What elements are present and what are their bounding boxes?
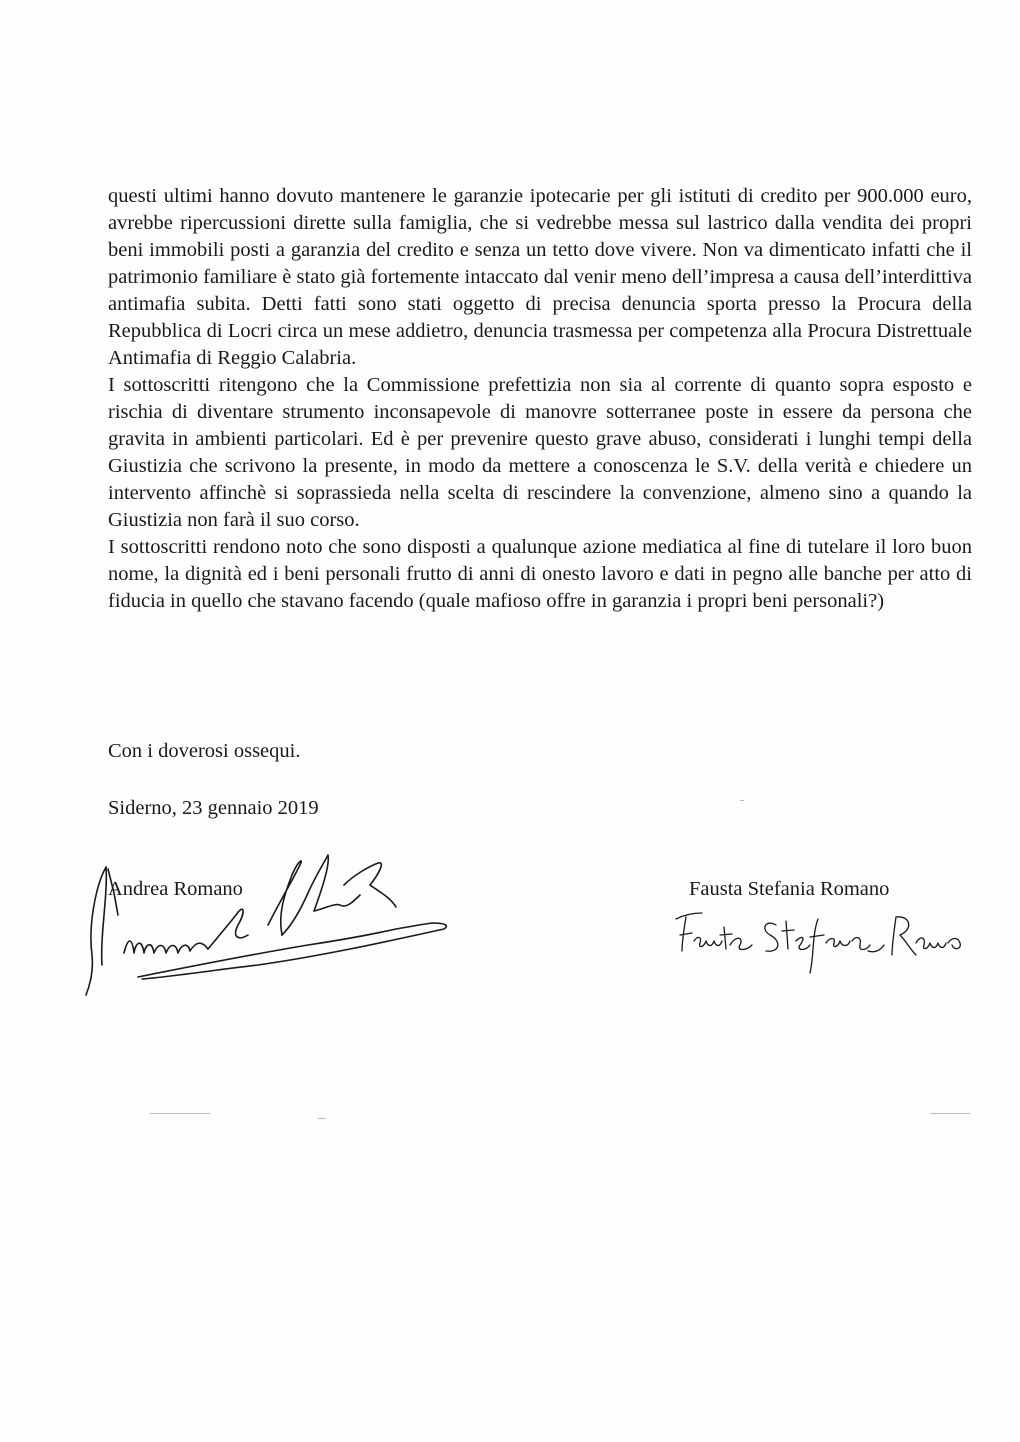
- place-date: Siderno, 23 gennaio 2019: [108, 797, 319, 819]
- scan-speck: [150, 1113, 210, 1114]
- signer-name-right: Fausta Stefania Romano: [689, 878, 890, 900]
- closing-salutation: Con i doverosi ossequi.: [108, 740, 301, 762]
- signer-name-left: Andrea Romano: [108, 878, 243, 900]
- signature-right: [670, 905, 970, 985]
- scan-speck: [740, 800, 744, 801]
- signature-left: [78, 845, 478, 1005]
- scan-speck: [318, 1118, 326, 1119]
- letter-body: [108, 183, 972, 615]
- paragraph-1: questi ultimi hanno dovuto mantenere le garanzie ipotecarie per gli istituti di credito per 900.000 euro, avrebbe ripercussioni dirette sulla famiglia, che si vedrebbe messa sul lastrico dalla vendita dei propri beni immobili posti a garanzia del credito e senza un tetto dove vivere. Non va dimenticato infatti che il patrimonio familiare è stato già fortemente intaccato dal venir meno dell’impresa a causa dell’interdittiva antimafia subita. Detti fatti sono stati oggetto di precisa denuncia sporta presso la Procura della Repubblica di Locri circa un mese addietro, denuncia trasmessa per competenza alla Procura Distrettuale Antimafia di Reggio Calabria.: [108, 185, 972, 369]
- paragraph-3: I sottoscritti rendono noto che sono disposti a qualunque azione mediatica al fine di tutelare il loro buon nome, la dignità ed i beni personali frutto di anni di onesto lavoro e dati in pegno alle banche per atto di fiducia in quello che stavano facendo (quale mafioso offre in garanzia i propri beni personali?): [108, 536, 972, 612]
- scan-speck: [930, 1113, 970, 1114]
- paragraph-2: I sottoscritti ritengono che la Commissione prefettizia non sia al corrente di quanto sopra esposto e rischia di diventare strumento inconsapevole di manovre sotterranee poste in essere da persona che gravita in ambienti particolari. Ed è per prevenire questo grave abuso, considerati i lunghi tempi della Giustizia che scrivono la presente, in modo da mettere a conoscenza le S.V. della verità e chiedere un intervento affinchè si soprassieda nella scelta di rescindere la convenzione, almeno sino a quando la Giustizia non farà il suo corso.: [108, 374, 972, 531]
